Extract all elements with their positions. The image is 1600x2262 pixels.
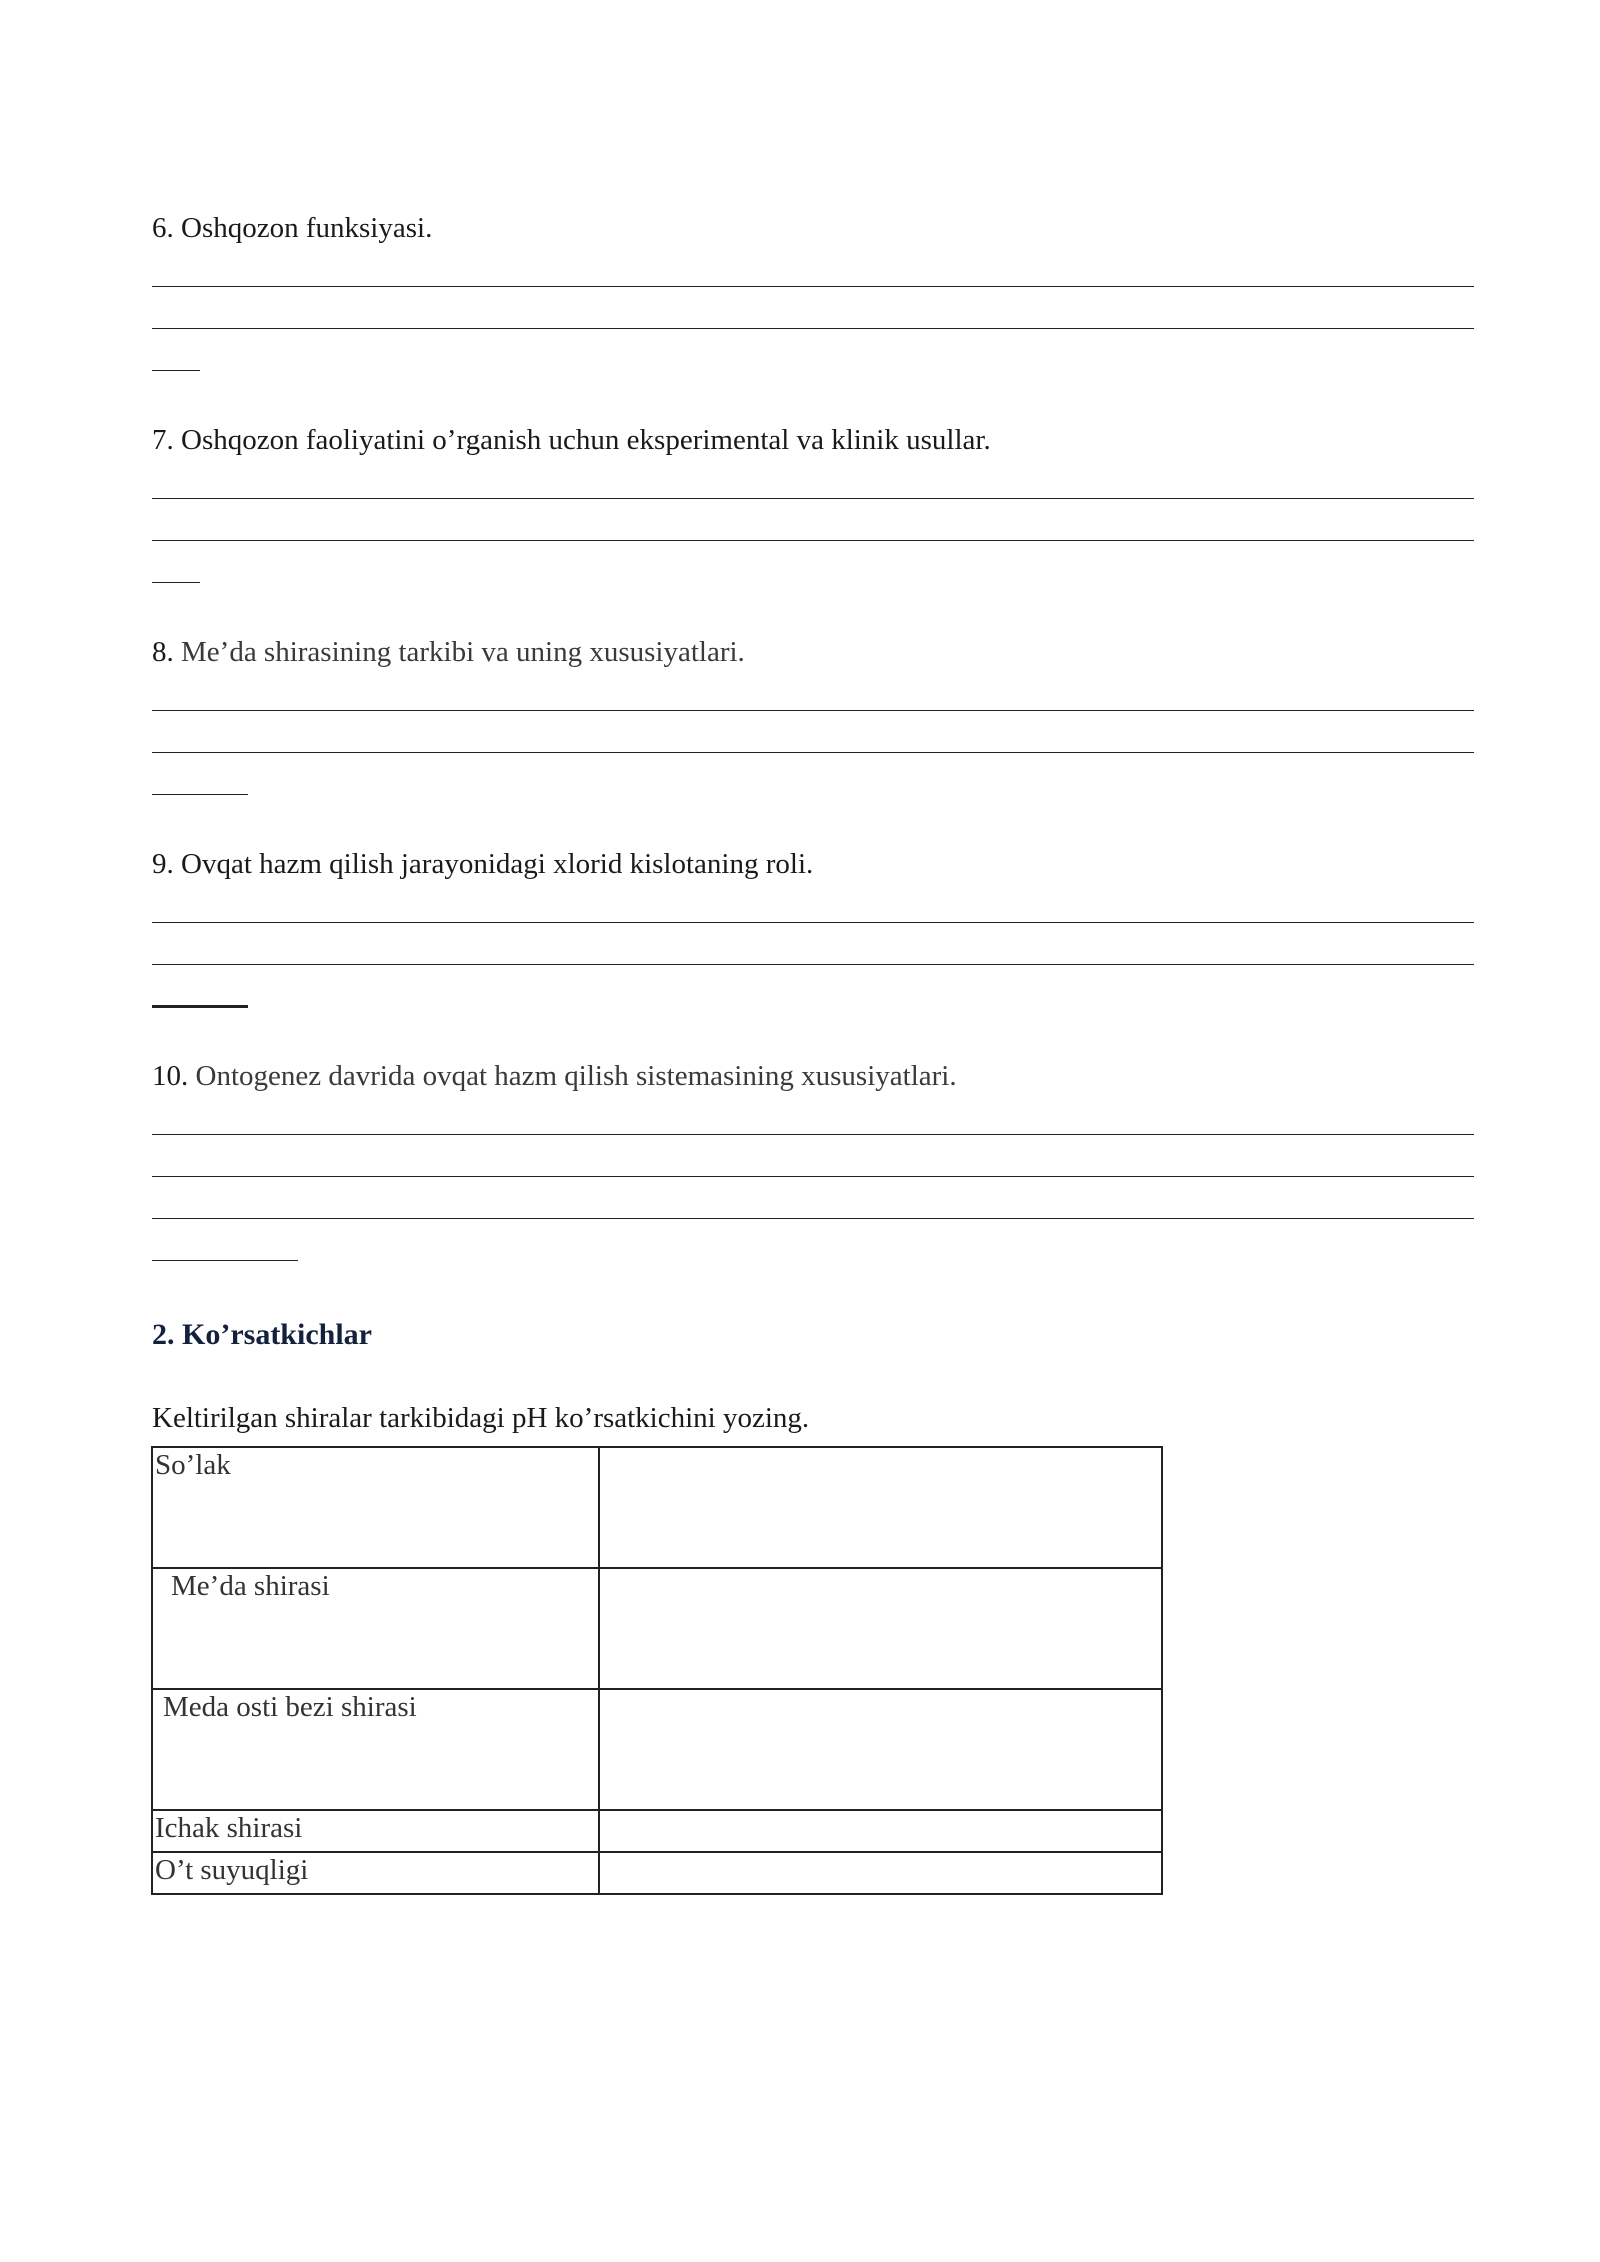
- answer-line[interactable]: [152, 286, 1474, 287]
- answer-line[interactable]: [152, 1218, 1474, 1219]
- answer-line[interactable]: [152, 498, 1474, 499]
- question-number: 7.: [152, 424, 174, 456]
- question-8: [152, 634, 1472, 670]
- answer-line[interactable]: [152, 710, 1474, 711]
- table-row: [152, 1568, 1162, 1689]
- section-heading: 2. Ko’rsatkichlar: [152, 1318, 372, 1351]
- answer-line[interactable]: [152, 1134, 1474, 1135]
- answer-line-stub[interactable]: [152, 582, 200, 583]
- answer-line[interactable]: [152, 1176, 1474, 1177]
- question-9: [152, 846, 1472, 882]
- question-text: Oshqozon funksiyasi.: [181, 212, 433, 244]
- section-instruction: Keltirilgan shiralar tarkibidagi pH ko’rsatkichini yozing.: [152, 1402, 810, 1434]
- row-label: So’lak: [152, 1447, 599, 1568]
- question-text: Me’da shirasining tarkibi va uning xususiyatlari.: [181, 636, 745, 668]
- question-text: Oshqozon faoliyatini o’rganish uchun eksperimental va klinik usullar.: [181, 424, 991, 456]
- ph-value-cell[interactable]: [599, 1810, 1162, 1852]
- question-number: 6.: [152, 212, 174, 244]
- ph-table: [151, 1446, 1163, 1895]
- row-label: Meda osti bezi shirasi: [152, 1689, 599, 1810]
- question-number: 8.: [152, 636, 174, 668]
- question-6: [152, 210, 1472, 246]
- answer-line[interactable]: [152, 922, 1474, 923]
- table-row: [152, 1447, 1162, 1568]
- answer-line-stub[interactable]: [152, 370, 200, 371]
- question-text: Ontogenez davrida ovqat hazm qilish sistemasining xususiyatlari.: [195, 1060, 957, 1092]
- question-number: 10.: [152, 1060, 189, 1092]
- answer-line[interactable]: [152, 540, 1474, 541]
- ph-value-cell[interactable]: [599, 1689, 1162, 1810]
- row-label: O’t suyuqligi: [152, 1852, 599, 1894]
- row-label: Me’da shirasi: [152, 1568, 599, 1689]
- question-number: 9.: [152, 848, 174, 880]
- table-row: [152, 1852, 1162, 1894]
- answer-line-stub[interactable]: [152, 1005, 248, 1008]
- ph-value-cell[interactable]: [599, 1447, 1162, 1568]
- row-label: Ichak shirasi: [152, 1810, 599, 1852]
- question-10: [152, 1058, 1472, 1094]
- ph-value-cell[interactable]: [599, 1852, 1162, 1894]
- answer-line-stub[interactable]: [152, 794, 248, 795]
- question-text: Ovqat hazm qilish jarayonidagi xlorid kislotaning roli.: [181, 848, 814, 880]
- answer-line-stub[interactable]: [152, 1260, 298, 1261]
- table-row: [152, 1689, 1162, 1810]
- answer-line[interactable]: [152, 328, 1474, 329]
- table-row: [152, 1810, 1162, 1852]
- ph-value-cell[interactable]: [599, 1568, 1162, 1689]
- answer-line[interactable]: [152, 964, 1474, 965]
- question-7: [152, 422, 1472, 458]
- answer-line[interactable]: [152, 752, 1474, 753]
